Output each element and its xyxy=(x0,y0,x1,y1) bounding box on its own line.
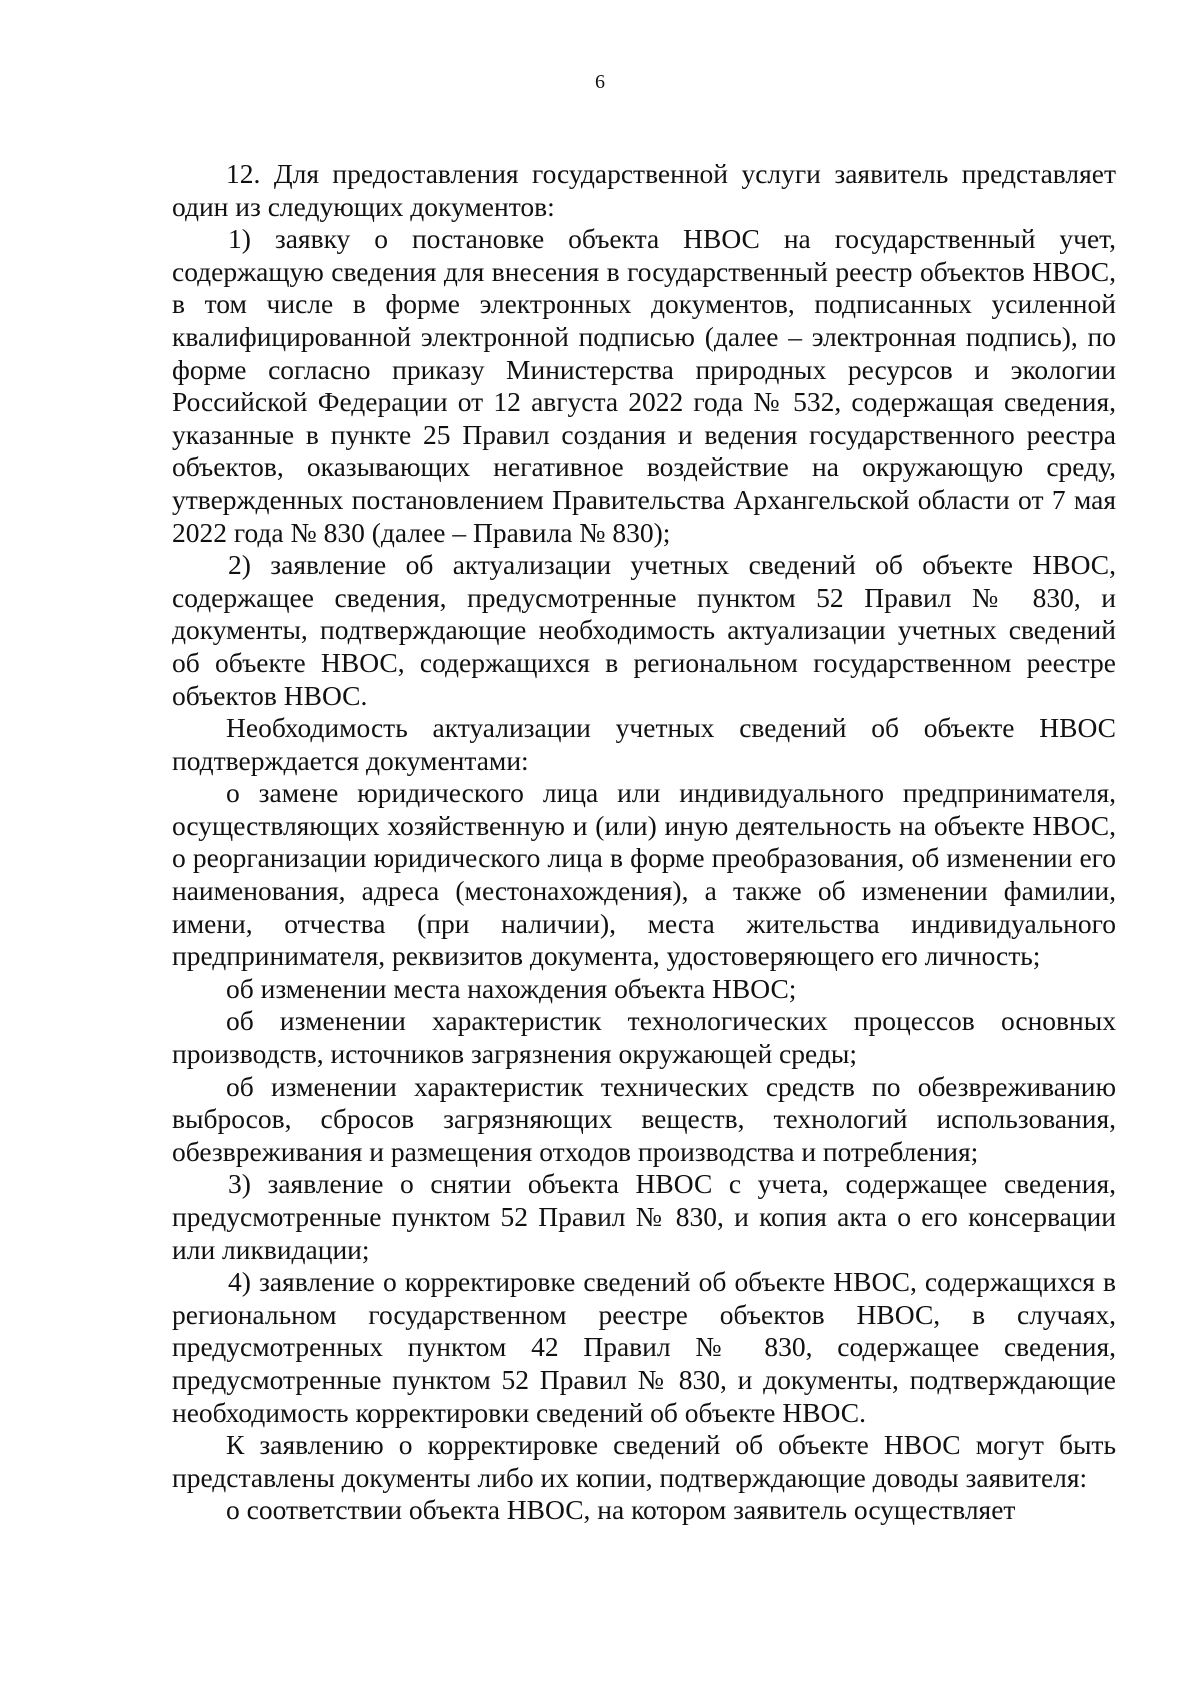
paragraph-conformity: о соответствии объекта НВОС, на котором заявитель осуществляет xyxy=(226,1494,1016,1526)
list-item-2: 2) заявление об актуализации учетных сведений об объекте НВОС, содержащее сведения, предусмотренные пунктом 52 Правил № 830, и документы, подтверждающие необходимость актуализации учетных сведений об объекте НВОС, содержащихся в региональном государственном реестре объектов НВОС. xyxy=(172,549,1116,711)
paragraph-correction-docs: К заявлению о корректировке сведений об объекте НВОС могут быть представлены документы либо их копии, подтверждающие доводы заявителя: xyxy=(172,1429,1116,1493)
paragraph-equipment-change: об изменении характеристик технических средств по обезвреживанию выбросов, сбросов загрязняющих веществ, технологий использования, обезвреживания и размещения отходов производства и потребления; xyxy=(172,1070,1116,1167)
paragraph-location-change: об изменении места нахождения объекта НВОС; xyxy=(226,972,797,1004)
page-number: 6 xyxy=(595,71,605,93)
list-item-4: 4) заявление о корректировке сведений об объекте НВОС, содержащихся в региональном государственном реестре объектов НВОС, в случаях, предусмотренных пунктом 42 Правил № 830, содержащее сведения, предусмотренные пунктом 52 Правил № 830, и документы, подтверждающие необходимость корректировки сведений об объекте НВОС. xyxy=(172,1266,1116,1428)
list-item-3: 3) заявление о снятии объекта НВОС с учета, содержащее сведения, предусмотренные пунктом 52 Правил № 830, и копия акта о его консервации или ликвидации; xyxy=(172,1168,1116,1265)
clause-12: 12. Для предоставления государственной услуги заявитель представляет один из следующих документов: xyxy=(172,158,1116,222)
list-item-1: 1) заявку о постановке объекта НВОС на государственный учет, содержащую сведения для внесения в государственный реестр объектов НВОС, в том числе в форме электронных документов, подписанных усиленной квалифицированной электронной подписью (далее – электронная подпись), по форме согласно приказу Министерства природных ресурсов и экологии Российской Федерации от 12 августа 2022 года № 532, содержащая сведения, указанные в пункте 25 Правил создания и ведения государственного реестра объектов, оказывающих негативное воздействие на окружающую среду, утвержденных постановлением Правительства Архангельской области от 7 мая 2022 года № 830 (далее – Правила № 830); xyxy=(172,223,1116,548)
paragraph-actualization-intro: Необходимость актуализации учетных сведений об объекте НВОС подтверждается документами: xyxy=(172,712,1116,776)
document-body xyxy=(172,158,1116,1527)
paragraph-legal-entity-change: о замене юридического лица или индивидуального предпринимателя, осуществляющих хозяйственную и (или) иную деятельность на объекте НВОС, о реорганизации юридического лица в форме преобразования, об изменении его наименования, адреса (местонахождения), а также об изменении фамилии, имени, отчества (при наличии), места жительства индивидуального предпринимателя, реквизитов документа, удостоверяющего его личность; xyxy=(172,777,1116,972)
paragraph-process-change: об изменении характеристик технологических процессов основных производств, источников загрязнения окружающей среды; xyxy=(172,1005,1116,1070)
